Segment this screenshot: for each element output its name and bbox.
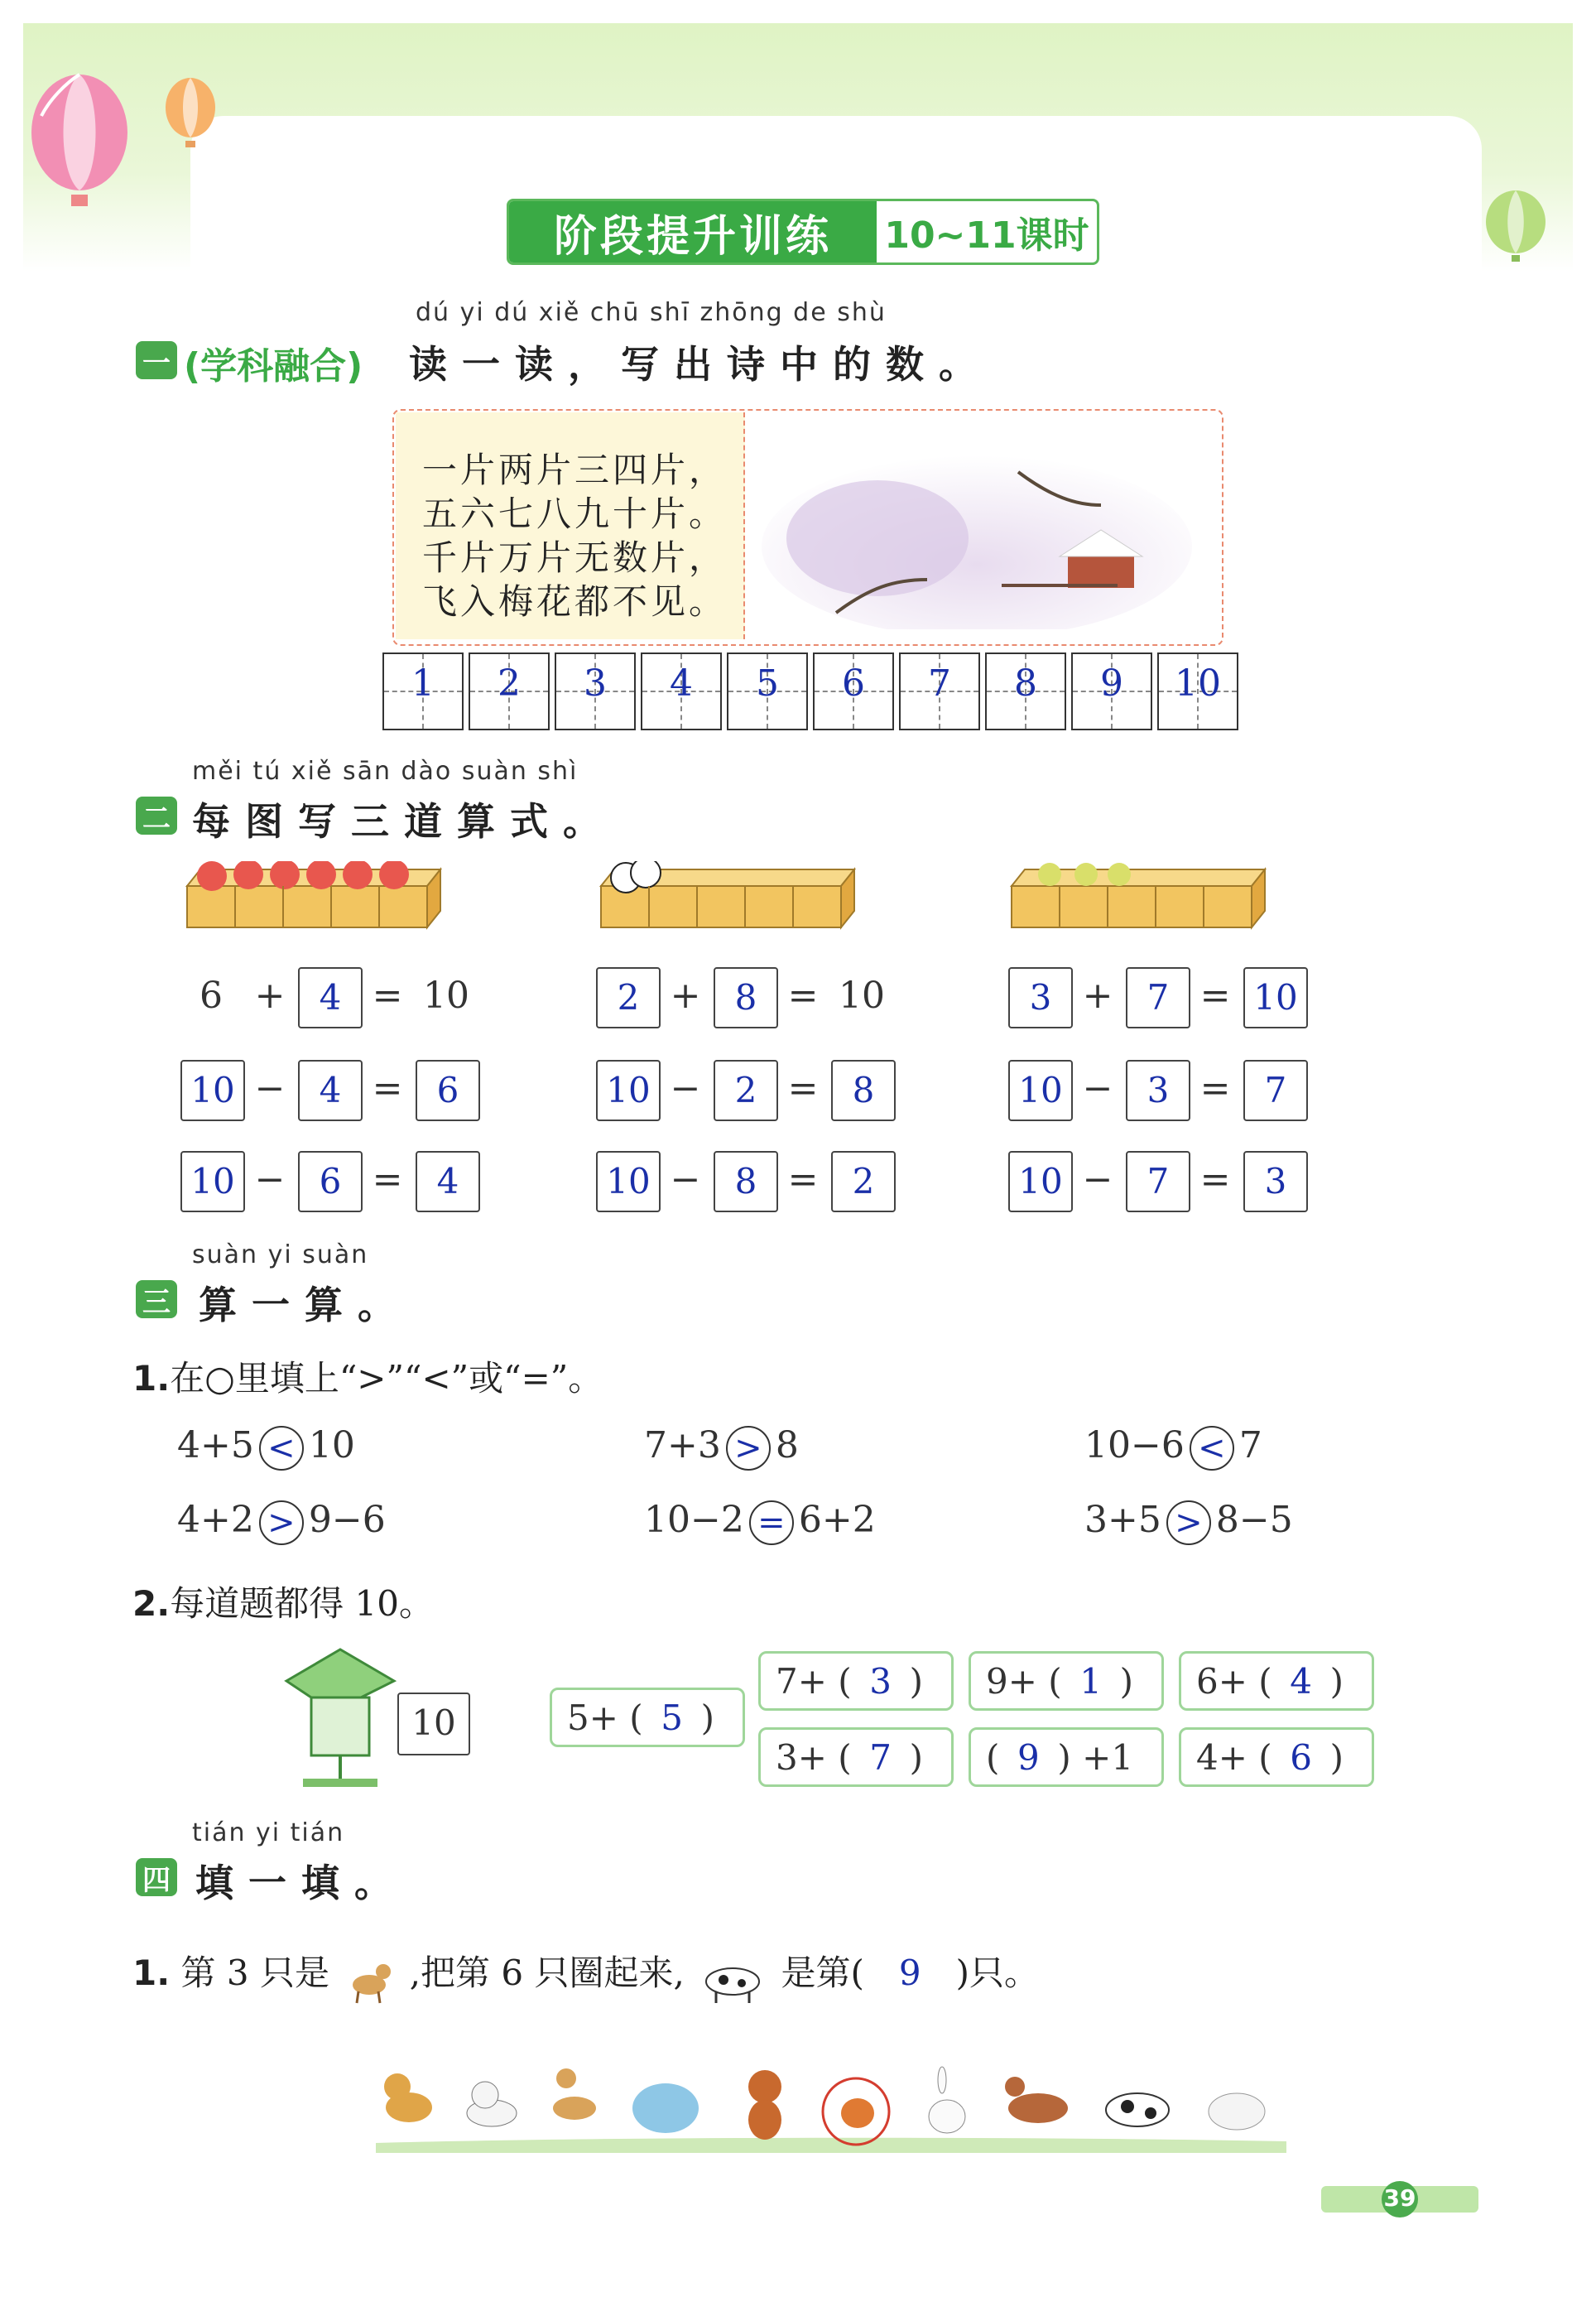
- comparison-left: 10−2: [644, 1499, 744, 1541]
- section1-number: 一: [136, 341, 177, 379]
- comparison-item: [177, 1424, 355, 1471]
- equation-answer-box[interactable]: 10: [1008, 1060, 1073, 1121]
- equation-operator: −: [1082, 1158, 1113, 1201]
- number-cell-value: 6: [842, 662, 865, 705]
- comparison-left: 3+5: [1084, 1499, 1161, 1541]
- fill-suffix: ): [1329, 1736, 1344, 1778]
- comparison-left: 7+3: [644, 1424, 721, 1466]
- number-cell-value: 3: [584, 662, 607, 705]
- crate-with-balls-icon: [593, 861, 858, 936]
- monkey-icon: [748, 2070, 781, 2140]
- hot-air-balloon-icon: [25, 66, 240, 215]
- comparison-item: [177, 1499, 386, 1545]
- question-text: 在○里填上“>”“<”或“=”。: [170, 1358, 603, 1399]
- number-cell-value: 9: [1100, 662, 1123, 705]
- fill-answer[interactable]: 6: [1290, 1736, 1313, 1778]
- fill-answer[interactable]: 7: [869, 1736, 892, 1778]
- equation-answer-box[interactable]: 3: [1008, 967, 1073, 1028]
- section4-title: 填一填。: [195, 1861, 407, 1905]
- equation-operator: =: [1199, 975, 1231, 1017]
- number-house-icon: [278, 1648, 402, 1789]
- equation-answer-box[interactable]: 6: [298, 1151, 363, 1212]
- fill-expression-box: [1179, 1651, 1374, 1711]
- equation-operator: =: [1199, 1158, 1231, 1201]
- horse-icon: [1005, 2077, 1068, 2123]
- house-target-box: 10: [397, 1693, 470, 1755]
- number-cell: [899, 652, 980, 730]
- section4-pinyin: tián yi tián: [192, 1818, 345, 1847]
- fill-suffix: ) +1: [1057, 1736, 1134, 1778]
- number-cell: [985, 652, 1066, 730]
- equation-answer-box[interactable]: 4: [298, 1060, 363, 1121]
- equation-answer-box[interactable]: 8: [831, 1060, 896, 1121]
- question-text-part: )只。: [955, 1953, 1040, 1993]
- question-3-2: [132, 1577, 434, 1626]
- question-number: 2.: [132, 1583, 171, 1624]
- fill-suffix: ): [909, 1736, 924, 1778]
- equation-answer-box[interactable]: 7: [1243, 1060, 1308, 1121]
- fill-prefix: 3+ (: [776, 1736, 852, 1778]
- comparison-left: 4+5: [177, 1424, 254, 1466]
- section2-title: 每图写三道算式。: [192, 799, 616, 844]
- section1-title: 读一读，写出诗中的数。: [409, 342, 992, 387]
- equation-answer-box[interactable]: 10: [180, 1060, 245, 1121]
- fill-prefix: (: [986, 1736, 1000, 1778]
- equation-number: 10: [423, 975, 469, 1017]
- equation-number: 6: [200, 975, 223, 1017]
- comparison-item: [644, 1499, 876, 1545]
- equation-number: 10: [839, 975, 885, 1017]
- equation-operator: =: [372, 975, 403, 1017]
- comparison-right: 8: [775, 1424, 799, 1466]
- fill-answer[interactable]: 5: [661, 1697, 684, 1738]
- comparison-right: 7: [1238, 1424, 1262, 1466]
- small-balloon-icon: [1478, 189, 1553, 272]
- equation-operator: +: [254, 975, 286, 1017]
- question-text-part: ,把第 6 只圈起来,: [409, 1953, 685, 1993]
- fill-expression-box: [969, 1651, 1164, 1711]
- number-cell-value: 10: [1175, 662, 1221, 705]
- comparison-item: [1084, 1424, 1262, 1471]
- cow-icon: [695, 1955, 770, 1996]
- fill-answer[interactable]: 4: [1290, 1660, 1313, 1702]
- poem-line: 千片万片无数片，: [422, 537, 728, 578]
- poem-line: 飞入梅花都不见。: [422, 581, 728, 622]
- number-cell-value: 5: [756, 662, 779, 705]
- equation-answer-box[interactable]: 2: [831, 1151, 896, 1212]
- dog-icon: [384, 2073, 432, 2122]
- equation-answer-box[interactable]: 10: [180, 1151, 245, 1212]
- crate-with-pears-icon: [1003, 861, 1268, 936]
- number-cell-value: 7: [928, 662, 951, 705]
- fill-answer[interactable]: 9: [1017, 1736, 1040, 1778]
- rabbit-icon: [929, 2067, 965, 2133]
- comparison-sign-circle[interactable]: >: [259, 1500, 304, 1545]
- question-3-1: [132, 1351, 603, 1401]
- section4-number: 四: [136, 1858, 177, 1896]
- section2-pinyin: měi tú xiě sān dào suàn shì: [192, 757, 579, 786]
- comparison-left: 4+2: [177, 1499, 254, 1541]
- page-number: 39: [1383, 2184, 1416, 2212]
- number-cell-value: 2: [498, 662, 521, 705]
- equation-operator: =: [787, 1158, 819, 1201]
- crate-with-peaches-icon: [179, 861, 444, 936]
- equation-operator: =: [372, 1158, 403, 1201]
- animal-row-picture: [368, 2037, 1295, 2161]
- equation-operator: +: [1082, 975, 1113, 1017]
- comparison-right: 9−6: [308, 1499, 386, 1541]
- section3-pinyin: suàn yi suàn: [192, 1240, 369, 1269]
- comparison-sign-circle[interactable]: =: [749, 1500, 794, 1545]
- equation-answer-box[interactable]: 7: [1126, 1151, 1190, 1212]
- fill-prefix: 6+ (: [1196, 1660, 1272, 1702]
- equation-operator: −: [254, 1067, 286, 1110]
- number-cell-value: 1: [411, 662, 435, 705]
- equation-answer-box[interactable]: 10: [596, 1060, 661, 1121]
- sheep-icon: [1209, 2093, 1265, 2130]
- comparison-right: 10: [308, 1424, 355, 1466]
- poem-line: 一片两片三四片，: [422, 450, 728, 490]
- fill-expression-box: [758, 1651, 954, 1711]
- cat-icon: [467, 2082, 517, 2126]
- fill-suffix: ): [700, 1697, 715, 1738]
- number-cell: [469, 652, 550, 730]
- section3-title: 算一算。: [199, 1283, 411, 1327]
- fill-suffix: ): [1119, 1660, 1134, 1702]
- equation-operator: −: [670, 1158, 701, 1201]
- section1-tag: (学科融合): [184, 345, 363, 388]
- comparison-item: [644, 1424, 799, 1471]
- poem-line: 五六七八九十片。: [422, 494, 728, 534]
- fill-suffix: ): [1329, 1660, 1344, 1702]
- comparison-right: 8−5: [1215, 1499, 1293, 1541]
- equation-answer-box[interactable]: 10: [1243, 967, 1308, 1028]
- equation-operator: +: [670, 975, 701, 1017]
- equation-operator: =: [787, 975, 819, 1017]
- equation-answer-box[interactable]: 2: [596, 967, 661, 1028]
- question-4-1: [132, 1946, 1039, 1996]
- equation-answer-box[interactable]: 2: [714, 1060, 778, 1121]
- comparison-left: 10−6: [1084, 1424, 1185, 1466]
- number-cell: [1157, 652, 1238, 730]
- equation-operator: =: [1199, 1067, 1231, 1110]
- snow-plum-picture: [753, 422, 1200, 629]
- fill-prefix: 7+ (: [776, 1660, 852, 1702]
- fill-suffix: ): [909, 1660, 924, 1702]
- question-text-part: 是第(: [781, 1953, 864, 1993]
- number-cell: [641, 652, 722, 730]
- fill-prefix: 5+ (: [567, 1697, 643, 1738]
- section1-pinyin: dú yi dú xiě chū shī zhōng de shù: [416, 298, 887, 327]
- comparison-sign-circle[interactable]: >: [726, 1426, 771, 1471]
- equation-answer-box[interactable]: 8: [714, 1151, 778, 1212]
- equation-answer-box[interactable]: 4: [416, 1151, 480, 1212]
- fill-answer[interactable]: 1: [1079, 1660, 1103, 1702]
- number-cell: [1071, 652, 1152, 730]
- section3-number: 三: [136, 1280, 177, 1318]
- question-text-part: 第 3 只是: [180, 1953, 329, 1993]
- page-title-badge: [507, 199, 1099, 265]
- question-number: 1.: [132, 1358, 171, 1399]
- answer-value: 9: [898, 1953, 921, 1993]
- fill-answer[interactable]: 3: [869, 1660, 892, 1702]
- fill-expression-box: [969, 1727, 1164, 1787]
- number-cell-value: 4: [670, 662, 693, 705]
- deer-icon: [340, 1955, 398, 1996]
- equation-answer-box[interactable]: 7: [1126, 967, 1190, 1028]
- page-title: 阶段提升训练: [509, 201, 877, 262]
- fill-expression-box: [1179, 1727, 1374, 1787]
- deer-icon: [553, 2068, 596, 2120]
- equation-operator: =: [372, 1067, 403, 1110]
- fill-prefix: 9+ (: [986, 1660, 1062, 1702]
- equation-answer-box[interactable]: 3: [1243, 1151, 1308, 1212]
- equation-operator: −: [254, 1158, 286, 1201]
- fill-prefix: 4+ (: [1196, 1736, 1272, 1778]
- comparison-sign-circle[interactable]: <: [1190, 1426, 1234, 1471]
- fill-expression-box: [758, 1727, 954, 1787]
- comparison-item: [1084, 1499, 1293, 1545]
- comparison-sign-circle[interactable]: >: [1166, 1500, 1211, 1545]
- question-text: 每道题都得 10。: [170, 1583, 434, 1624]
- equation-answer-box[interactable]: 10: [1008, 1151, 1073, 1212]
- equation-answer-box[interactable]: 8: [714, 967, 778, 1028]
- section2-number: 二: [136, 797, 177, 835]
- comparison-sign-circle[interactable]: <: [259, 1426, 304, 1471]
- squirrel-icon: [823, 2078, 889, 2145]
- equation-operator: −: [670, 1067, 701, 1110]
- lesson-label: 10~11课时: [884, 214, 1089, 257]
- equation-answer-box[interactable]: 10: [596, 1151, 661, 1212]
- fill-expression-box: [550, 1688, 745, 1747]
- number-cell: [555, 652, 636, 730]
- number-cell-value: 8: [1014, 662, 1037, 705]
- elephant-icon: [632, 2083, 699, 2133]
- equation-answer-box[interactable]: 3: [1126, 1060, 1190, 1121]
- cow-icon: [1106, 2093, 1169, 2126]
- question-number: 1.: [132, 1953, 171, 1993]
- number-cell: [382, 652, 464, 730]
- comparison-right: 6+2: [798, 1499, 876, 1541]
- number-cell: [727, 652, 808, 730]
- equation-answer-box[interactable]: 4: [298, 967, 363, 1028]
- equation-answer-box[interactable]: 6: [416, 1060, 480, 1121]
- equation-operator: =: [787, 1067, 819, 1110]
- number-cell: [813, 652, 894, 730]
- equation-operator: −: [1082, 1067, 1113, 1110]
